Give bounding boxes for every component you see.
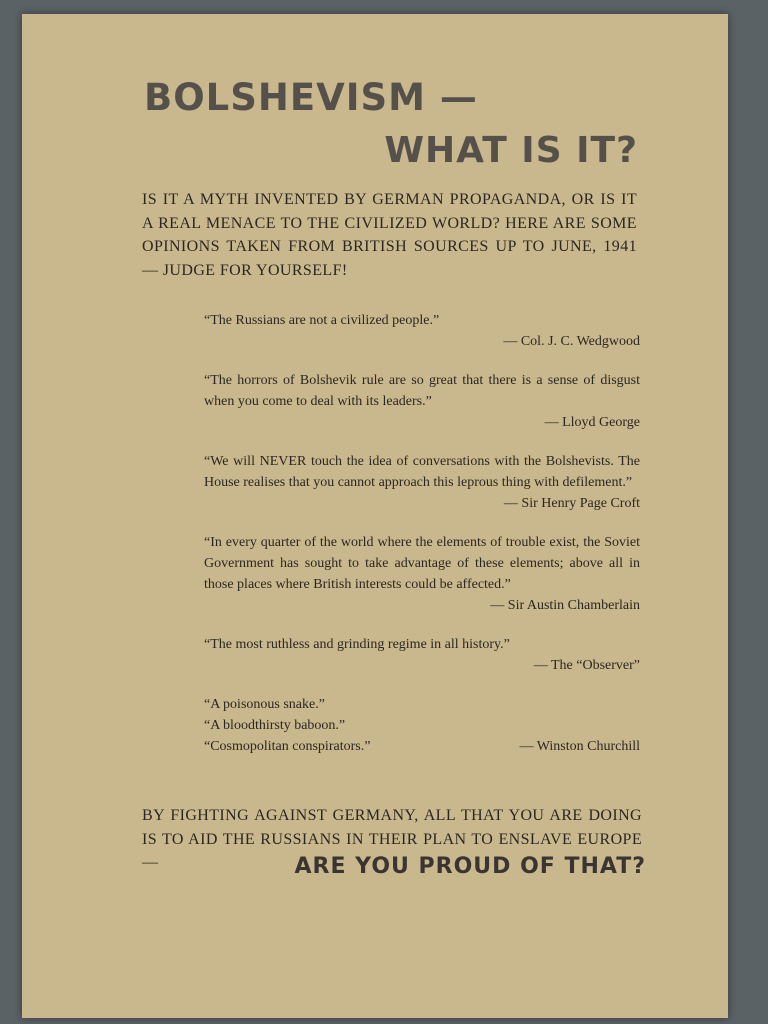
churchill-quote-line: “A poisonous snake.”: [204, 697, 325, 712]
closing-tagline: ARE YOU PROUD OF THAT?: [294, 854, 646, 879]
quote-author: — Lloyd George: [544, 415, 640, 430]
quotes-list: [204, 310, 640, 775]
quote-item: [204, 634, 640, 676]
quote-author: — Col. J. C. Wedgwood: [503, 334, 640, 349]
quote-item: [204, 370, 640, 433]
intro-paragraph: IS IT A MYTH INVENTED BY GERMAN PROPAGANDA, OR IS IT A REAL MENACE TO THE CIVILIZED WORLD? HERE ARE SOME OPINIONS TAKEN FROM BRITISH SOURCES UP TO JUNE, 1941 — JUDGE FOR YOURSELF!: [142, 191, 637, 279]
churchill-quote: [204, 694, 640, 757]
quote-text: “The most ruthless and grinding regime in all history.”: [204, 637, 510, 652]
quote-text: “The Russians are not a civilized people.”: [204, 313, 440, 328]
quote-text: “In every quarter of the world where the elements of trouble exist, the Soviet Government has sought to take advantage of these elements; above all in those places where British interests could be affected.”: [204, 535, 640, 592]
quote-item: [204, 451, 640, 514]
churchill-quote-line: “Cosmopolitan conspirators.”: [204, 739, 371, 754]
churchill-quote-line: “A bloodthirsty baboon.”: [204, 718, 346, 733]
quote-author: — Sir Austin Chamberlain: [490, 598, 640, 613]
quote-author: — The “Observer”: [533, 658, 640, 673]
quote-item: [204, 532, 640, 616]
closing-paragraph: BY FIGHTING AGAINST GERMANY, ALL THAT YOU ARE DOING IS TO AID THE RUSSIANS IN THEIR PLAN TO ENSLAVE EUROPE —: [142, 807, 642, 871]
quote-author: — Sir Henry Page Croft: [503, 496, 640, 511]
title-line-1: BOLSHEVISM —: [144, 76, 478, 119]
quote-item: [204, 310, 640, 352]
quote-text: “The horrors of Bolshevik rule are so great that there is a sense of disgust when you come to deal with its leaders.”: [204, 373, 640, 409]
quote-author: — Winston Churchill: [519, 739, 640, 754]
leaflet-page: [22, 14, 728, 1018]
title-line-2: WHAT IS IT?: [384, 130, 638, 171]
quote-text: “We will NEVER touch the idea of conversations with the Bolshevists. The House realises that you cannot approach this leprous thing with defilement.”: [204, 454, 640, 490]
